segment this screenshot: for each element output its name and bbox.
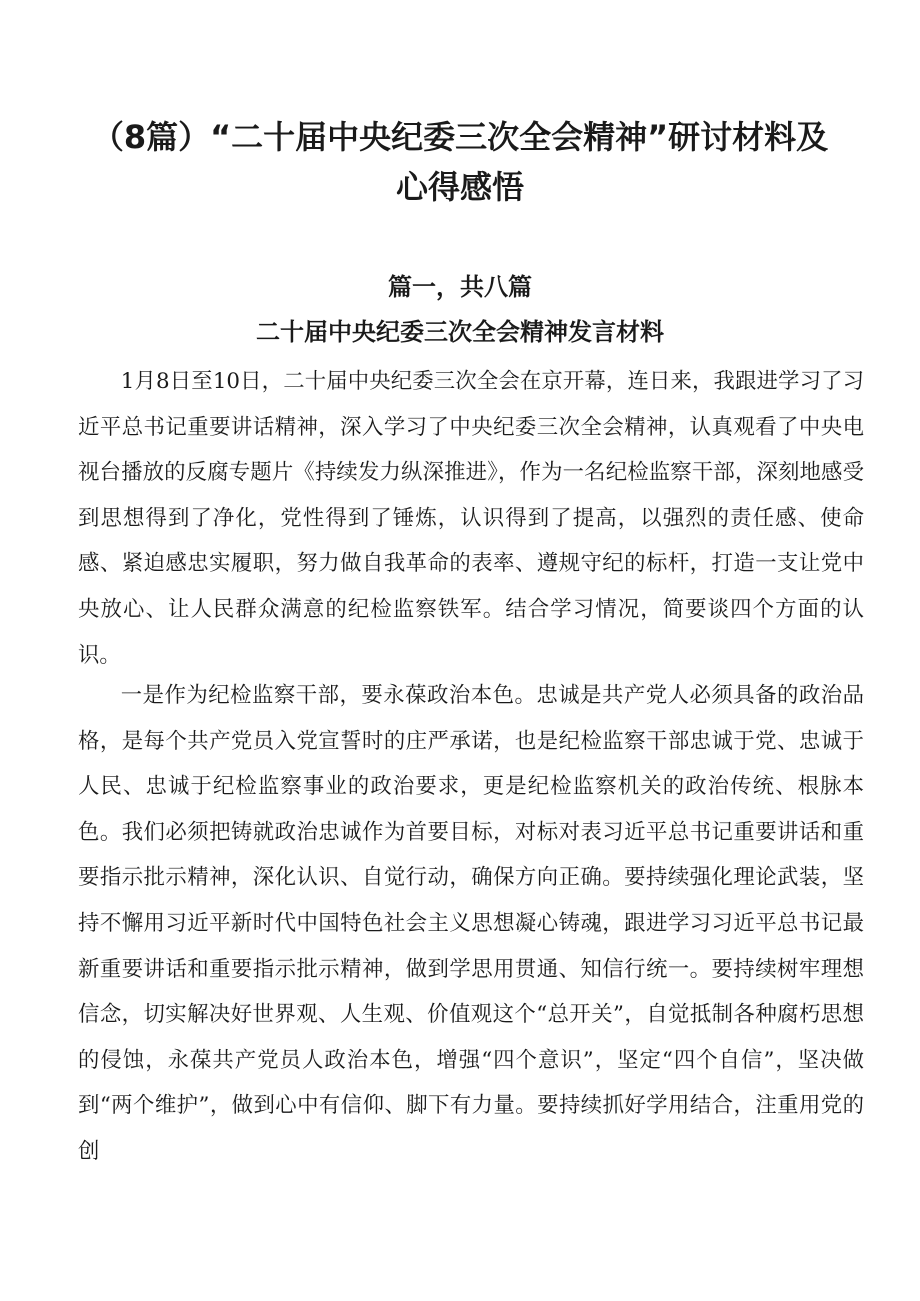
document-title [80, 112, 840, 212]
document-title-line-1: （8篇）“二十届中央纪委三次全会精神”研讨材料及 [91, 118, 829, 156]
body-paragraph: 一是作为纪检监察干部，要永葆政治本色。忠诚是共产党人必须具备的政治品格，是每个共产党员入党宣誓时的庄严承诺，也是纪检监察干部忠诚于党、忠诚于人民、忠诚于纪检监察事业的政治要求，更是纪检监察机关的政治传统、根脉本色。我们必须把铸就政治忠诚作为首要目标，对标对表习近平总书记重要讲话和重要指示批示精神，深化认识、自觉行动，确保方向正确。要持续强化理论武装，坚持不懈用习近平新时代中国特色社会主义思想凝心铸魂，跟进学习习近平总书记最新重要讲话和重要指示批示精神，做到学思用贯通、知信行统一。要持续树牢理想信念，切实解决好世界观、人生观、价值观这个“总开关”，自觉抵制各种腐朽思想的侵蚀，永葆共产党员人政治本色，增强“四个意识”，坚定“四个自信”，坚决做到“两个维护”，做到心中有信仰、脚下有力量。要持续抓好学用结合，注重用党的创 [78, 683, 864, 1164]
body-paragraph: 1月8日至10日，二十届中央纪委三次全会在京开幕，连日来，我跟进学习了习近平总书记重要讲话精神，深入学习了中央纪委三次全会精神，认真观看了中央电视台播放的反腐专题片《持续发力纵深推进》，作为一名纪检监察干部，深刻地感受到思想得到了净化，党性得到了锤炼，认识得到了提高，以强烈的责任感、使命感、紧迫感忠实履职，努力做自我革命的表率、遵规守纪的标杆，打造一支让党中央放心、让人民群众满意的纪检监察铁军。结合学习情况，简要谈四个方面的认识。 [78, 369, 864, 668]
article-title: 二十届中央纪委三次全会精神发言材料 [256, 318, 664, 346]
document-title-line-2: 心得感悟 [395, 168, 524, 206]
section-heading: 篇一，共八篇 [388, 273, 532, 301]
